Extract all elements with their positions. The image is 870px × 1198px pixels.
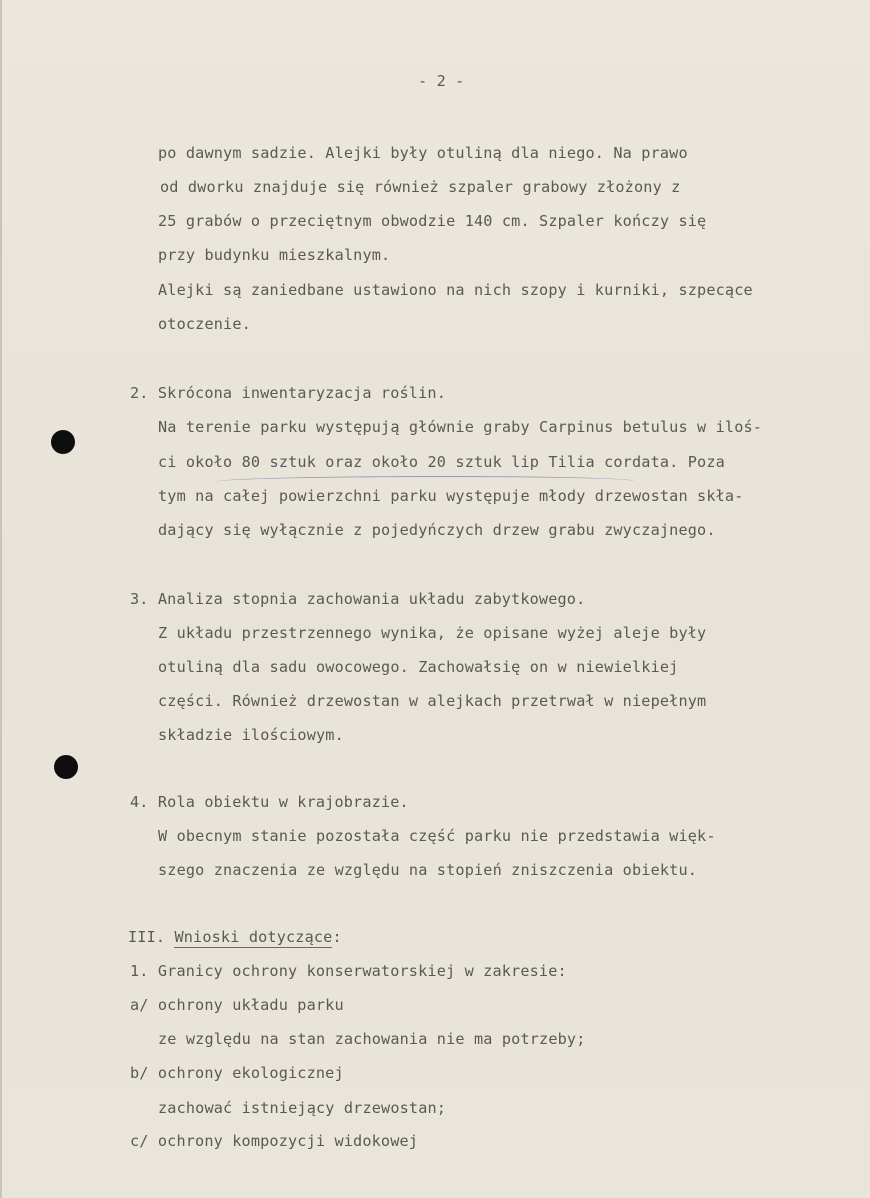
text-line: otoczenie. bbox=[158, 315, 251, 333]
section-heading: 3. Analiza stopnia zachowania układu zabytkowego. bbox=[130, 590, 586, 608]
punch-hole-top bbox=[51, 430, 75, 454]
text-line: od dworku znajduje się również szpaler grabowy złożony z bbox=[160, 178, 681, 196]
text-line: Z układu przestrzennego wynika, że opisane wyżej aleje były bbox=[158, 624, 707, 642]
text-line: zachować istniejący drzewostan; bbox=[158, 1099, 447, 1117]
chapter-heading bbox=[128, 927, 342, 947]
text-line: części. Również drzewostan w alejkach przetrwał w niepełnym bbox=[158, 692, 707, 710]
text-line: przy budynku mieszkalnym. bbox=[158, 246, 391, 264]
text-line: 25 grabów o przeciętnym obwodzie 140 cm. Szpaler kończy się bbox=[158, 212, 707, 230]
page-edge bbox=[0, 0, 2, 1198]
text-line: b/ ochrony ekologicznej bbox=[130, 1064, 344, 1082]
text-line: W obecnym stanie pozostała część parku nie przedstawia więk- bbox=[158, 827, 716, 845]
chapter-number: III. bbox=[128, 928, 175, 946]
section-heading: 4. Rola obiektu w krajobrazie. bbox=[130, 793, 409, 811]
text-line: szego znaczenia ze względu na stopień zniszczenia obiektu. bbox=[158, 861, 698, 879]
text-line: Alejki są zaniedbane ustawiono na nich szopy i kurniki, szpecące bbox=[158, 281, 753, 299]
page-number: - 2 - bbox=[418, 72, 465, 90]
text-line: Na terenie parku występują głównie graby Carpinus betulus w iloś- bbox=[158, 418, 763, 436]
text-line: 1. Granicy ochrony konserwatorskiej w zakresie: bbox=[130, 962, 567, 980]
text-line: ci około 80 sztuk oraz około 20 sztuk lip Tilia cordata. Poza bbox=[158, 453, 725, 471]
text-line: po dawnym sadzie. Alejki były otuliną dla niego. Na prawo bbox=[158, 144, 688, 162]
text-line: c/ ochrony kompozycji widokowej bbox=[130, 1132, 419, 1150]
text-line: dający się wyłącznie z pojedyńczych drzew grabu zwyczajnego. bbox=[158, 521, 716, 539]
text-line: otuliną dla sadu owocowego. Zachowałsię on w niewielkiej bbox=[158, 658, 679, 676]
chapter-colon: : bbox=[332, 928, 342, 946]
text-line: ze względu na stan zachowania nie ma potrzeby; bbox=[158, 1030, 586, 1048]
text-line: tym na całej powierzchni parku występuje młody drzewostan skła- bbox=[158, 487, 744, 505]
punch-hole-bottom bbox=[54, 755, 78, 779]
chapter-title: Wnioski dotyczące bbox=[174, 928, 333, 946]
text-line: składzie ilościowym. bbox=[158, 726, 344, 744]
section-heading: 2. Skrócona inwentaryzacja roślin. bbox=[130, 384, 446, 402]
text-line: a/ ochrony układu parku bbox=[130, 996, 344, 1014]
